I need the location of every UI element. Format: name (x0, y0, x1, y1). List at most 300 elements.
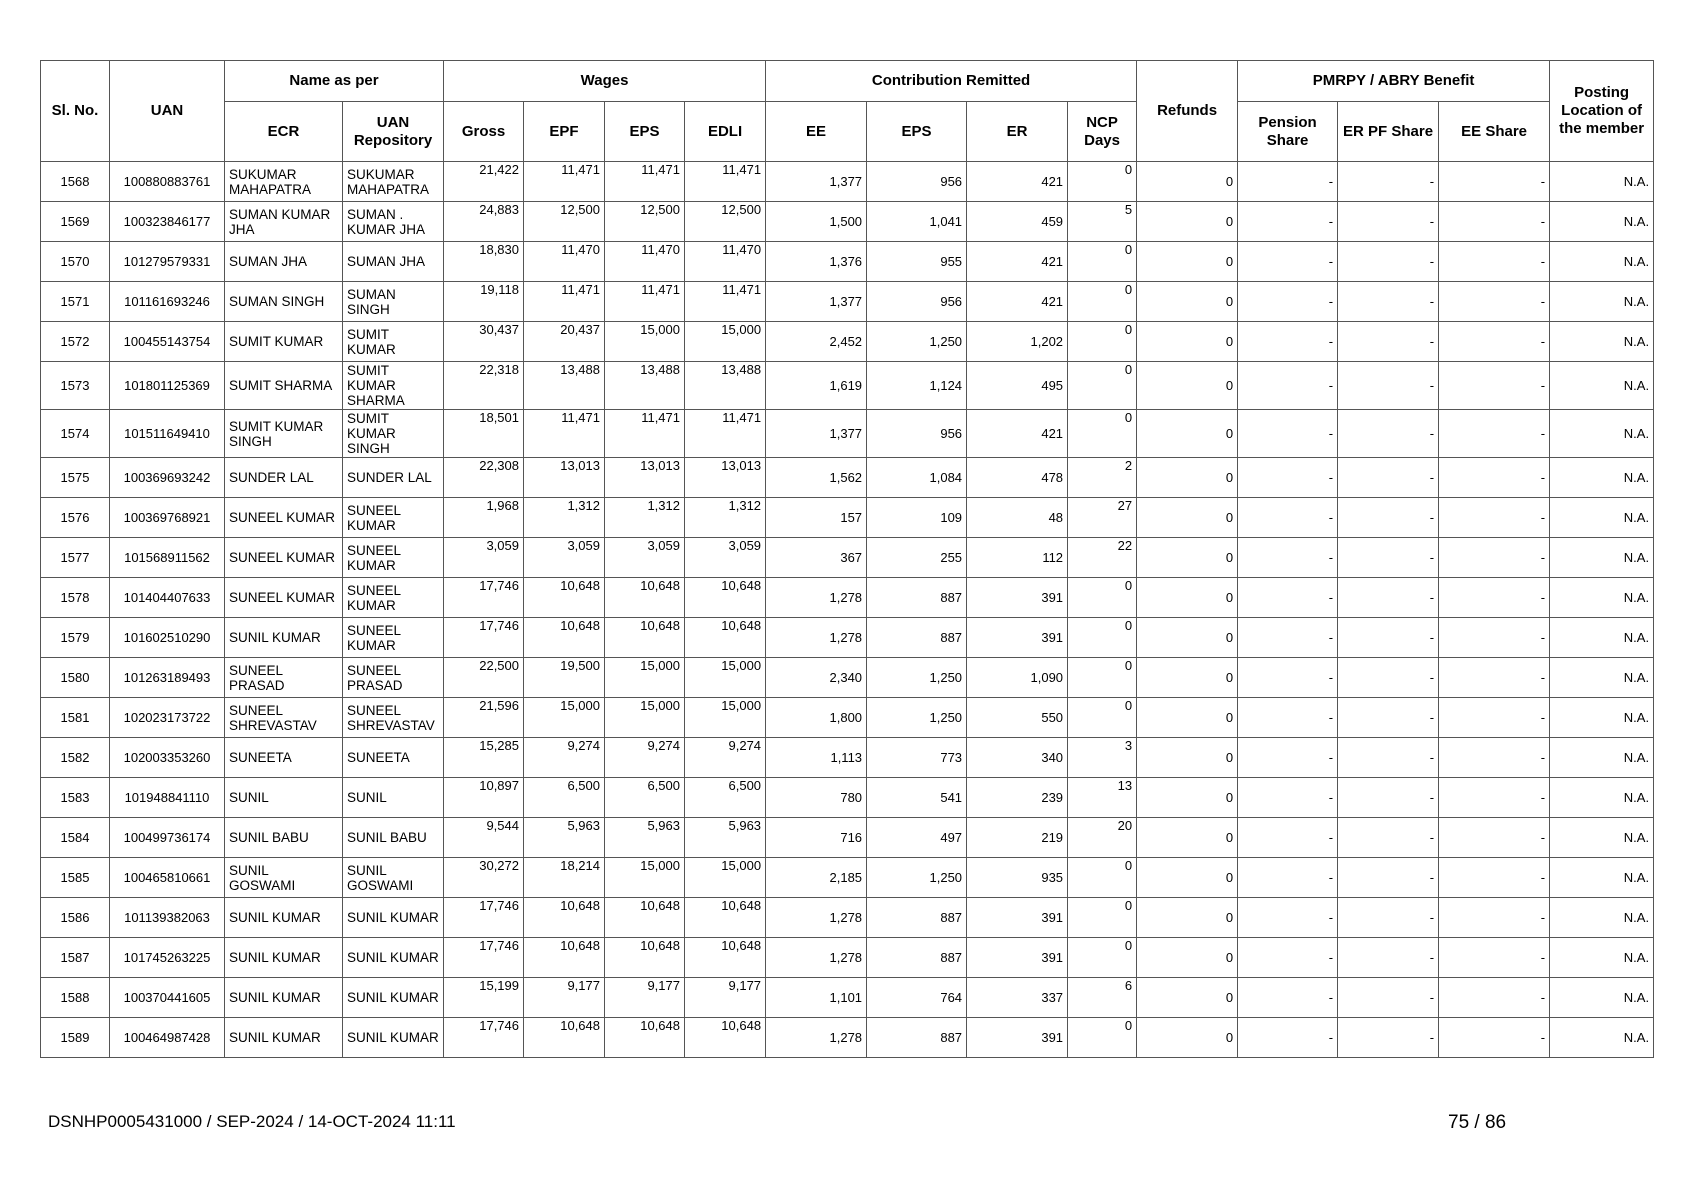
eps-cell: 10,648 (605, 1018, 685, 1058)
eps-cell: 12,500 (605, 202, 685, 242)
gross-cell: 17,746 (444, 618, 524, 658)
repository-name-cell: SUNIL KUMAR (343, 938, 444, 978)
repository-name-cell: SUNIL BABU (343, 818, 444, 858)
edli-cell: 15,000 (685, 698, 766, 738)
gross-cell: 1,968 (444, 498, 524, 538)
table-row (41, 658, 1654, 698)
gross-cell: 17,746 (444, 1018, 524, 1058)
table-row (41, 162, 1654, 202)
er-pf-share-cell: - (1338, 978, 1439, 1018)
uan-cell: 100880883761 (110, 162, 225, 202)
sl-no-cell: 1571 (41, 282, 110, 322)
table-row (41, 498, 1654, 538)
table-row (41, 698, 1654, 738)
uan-cell: 101279579331 (110, 242, 225, 282)
ncp-days-cell: 0 (1068, 858, 1137, 898)
ee-cell: 1,113 (766, 738, 867, 778)
group-pmrpy: PMRPY / ABRY Benefit (1238, 61, 1550, 102)
er-pf-share-cell: - (1338, 498, 1439, 538)
col-ee-share: EE Share (1439, 102, 1550, 162)
ee-share-cell: - (1439, 618, 1550, 658)
epf-cell: 13,488 (524, 362, 605, 410)
edli-cell: 10,648 (685, 938, 766, 978)
gross-cell: 30,272 (444, 858, 524, 898)
table-row (41, 818, 1654, 858)
ee-cell: 1,101 (766, 978, 867, 1018)
refunds-cell: 0 (1137, 242, 1238, 282)
ecr-name-cell: SUNEEL PRASAD (225, 658, 343, 698)
ee-cell: 1,278 (766, 938, 867, 978)
sl-no-cell: 1579 (41, 618, 110, 658)
pension-share-cell: - (1238, 322, 1338, 362)
pension-share-cell: - (1238, 362, 1338, 410)
table-row (41, 362, 1654, 410)
ecr-name-cell: SUMIT KUMAR SINGH (225, 410, 343, 458)
pension-share-cell: - (1238, 162, 1338, 202)
epf-cell: 20,437 (524, 322, 605, 362)
uan-cell: 100369768921 (110, 498, 225, 538)
er-pf-share-cell: - (1338, 538, 1439, 578)
table-row (41, 898, 1654, 938)
er-pf-share-cell: - (1338, 578, 1439, 618)
col-ecr: ECR (225, 102, 343, 162)
gross-cell: 15,199 (444, 978, 524, 1018)
sl-no-cell: 1588 (41, 978, 110, 1018)
contrib-eps-cell: 109 (867, 498, 967, 538)
eps-cell: 13,488 (605, 362, 685, 410)
pension-share-cell: - (1238, 410, 1338, 458)
ecr-name-cell: SUNEEL KUMAR (225, 498, 343, 538)
contrib-eps-cell: 1,250 (867, 658, 967, 698)
eps-cell: 10,648 (605, 938, 685, 978)
eps-cell: 9,274 (605, 738, 685, 778)
posting-location-cell: N.A. (1550, 578, 1654, 618)
pension-share-cell: - (1238, 858, 1338, 898)
ncp-days-cell: 0 (1068, 322, 1137, 362)
ee-share-cell: - (1439, 410, 1550, 458)
er-pf-share-cell: - (1338, 938, 1439, 978)
table-row (41, 778, 1654, 818)
eps-cell: 9,177 (605, 978, 685, 1018)
eps-cell: 15,000 (605, 322, 685, 362)
ee-share-cell: - (1439, 242, 1550, 282)
col-er: ER (967, 102, 1068, 162)
ee-cell: 1,377 (766, 410, 867, 458)
contrib-eps-cell: 255 (867, 538, 967, 578)
ncp-days-cell: 0 (1068, 242, 1137, 282)
edli-cell: 1,312 (685, 498, 766, 538)
table-row (41, 578, 1654, 618)
ncp-days-cell: 5 (1068, 202, 1137, 242)
er-pf-share-cell: - (1338, 738, 1439, 778)
sl-no-cell: 1575 (41, 458, 110, 498)
contrib-eps-cell: 956 (867, 162, 967, 202)
sl-no-cell: 1583 (41, 778, 110, 818)
posting-location-cell: N.A. (1550, 362, 1654, 410)
ee-share-cell: - (1439, 458, 1550, 498)
uan-cell: 100499736174 (110, 818, 225, 858)
ee-share-cell: - (1439, 282, 1550, 322)
edli-cell: 9,274 (685, 738, 766, 778)
er-cell: 478 (967, 458, 1068, 498)
er-cell: 935 (967, 858, 1068, 898)
ecr-name-cell: SUNIL GOSWAMI (225, 858, 343, 898)
eps-cell: 5,963 (605, 818, 685, 858)
sl-no-cell: 1582 (41, 738, 110, 778)
ncp-days-cell: 22 (1068, 538, 1137, 578)
pension-share-cell: - (1238, 818, 1338, 858)
ecr-name-cell: SUKUMAR MAHAPATRA (225, 162, 343, 202)
posting-location-cell: N.A. (1550, 978, 1654, 1018)
ee-cell: 157 (766, 498, 867, 538)
ee-cell: 1,376 (766, 242, 867, 282)
sl-no-cell: 1578 (41, 578, 110, 618)
posting-location-cell: N.A. (1550, 658, 1654, 698)
uan-cell: 100369693242 (110, 458, 225, 498)
epf-cell: 5,963 (524, 818, 605, 858)
posting-location-cell: N.A. (1550, 410, 1654, 458)
group-wages: Wages (444, 61, 766, 102)
gross-cell: 9,544 (444, 818, 524, 858)
pension-share-cell: - (1238, 202, 1338, 242)
ee-share-cell: - (1439, 362, 1550, 410)
ecr-name-cell: SUMIT KUMAR (225, 322, 343, 362)
group-name-as-per: Name as per (225, 61, 444, 102)
uan-cell: 100455143754 (110, 322, 225, 362)
er-pf-share-cell: - (1338, 162, 1439, 202)
contrib-eps-cell: 497 (867, 818, 967, 858)
repository-name-cell: SUNEEL KUMAR (343, 618, 444, 658)
ee-share-cell: - (1439, 538, 1550, 578)
edli-cell: 9,177 (685, 978, 766, 1018)
refunds-cell: 0 (1137, 778, 1238, 818)
col-sl-no: Sl. No. (41, 61, 110, 162)
sl-no-cell: 1586 (41, 898, 110, 938)
posting-location-cell: N.A. (1550, 322, 1654, 362)
ecr-name-cell: SUMAN JHA (225, 242, 343, 282)
refunds-cell: 0 (1137, 938, 1238, 978)
er-cell: 340 (967, 738, 1068, 778)
edli-cell: 13,488 (685, 362, 766, 410)
ee-share-cell: - (1439, 1018, 1550, 1058)
ncp-days-cell: 0 (1068, 578, 1137, 618)
epf-cell: 11,470 (524, 242, 605, 282)
table-row (41, 858, 1654, 898)
ee-share-cell: - (1439, 738, 1550, 778)
er-cell: 391 (967, 938, 1068, 978)
ncp-days-cell: 0 (1068, 938, 1137, 978)
posting-location-cell: N.A. (1550, 458, 1654, 498)
repository-name-cell: SUMAN . KUMAR JHA (343, 202, 444, 242)
gross-cell: 10,897 (444, 778, 524, 818)
ee-cell: 780 (766, 778, 867, 818)
er-pf-share-cell: - (1338, 362, 1439, 410)
pension-share-cell: - (1238, 698, 1338, 738)
er-cell: 1,202 (967, 322, 1068, 362)
eps-cell: 13,013 (605, 458, 685, 498)
ee-cell: 1,800 (766, 698, 867, 738)
ee-cell: 1,562 (766, 458, 867, 498)
ncp-days-cell: 0 (1068, 410, 1137, 458)
sl-no-cell: 1589 (41, 1018, 110, 1058)
table-row (41, 978, 1654, 1018)
gross-cell: 22,308 (444, 458, 524, 498)
col-eps: EPS (605, 102, 685, 162)
eps-cell: 15,000 (605, 698, 685, 738)
epf-cell: 9,177 (524, 978, 605, 1018)
er-pf-share-cell: - (1338, 618, 1439, 658)
contrib-eps-cell: 887 (867, 898, 967, 938)
ncp-days-cell: 0 (1068, 898, 1137, 938)
ecr-name-cell: SUNEEL KUMAR (225, 538, 343, 578)
pension-share-cell: - (1238, 578, 1338, 618)
edli-cell: 11,471 (685, 162, 766, 202)
ee-share-cell: - (1439, 322, 1550, 362)
repository-name-cell: SUNEEL PRASAD (343, 658, 444, 698)
epf-cell: 10,648 (524, 618, 605, 658)
table-row (41, 410, 1654, 458)
eps-cell: 1,312 (605, 498, 685, 538)
ecr-name-cell: SUNEEL SHREVASTAV (225, 698, 343, 738)
ee-cell: 2,185 (766, 858, 867, 898)
col-contrib-eps: EPS (867, 102, 967, 162)
table-row (41, 458, 1654, 498)
group-contribution-remitted: Contribution Remitted (766, 61, 1137, 102)
sl-no-cell: 1576 (41, 498, 110, 538)
er-cell: 337 (967, 978, 1068, 1018)
repository-name-cell: SUNEEL KUMAR (343, 498, 444, 538)
er-pf-share-cell: - (1338, 1018, 1439, 1058)
refunds-cell: 0 (1137, 458, 1238, 498)
epf-cell: 19,500 (524, 658, 605, 698)
er-pf-share-cell: - (1338, 698, 1439, 738)
epf-cell: 11,471 (524, 282, 605, 322)
contrib-eps-cell: 773 (867, 738, 967, 778)
ee-cell: 2,452 (766, 322, 867, 362)
pension-share-cell: - (1238, 538, 1338, 578)
refunds-cell: 0 (1137, 658, 1238, 698)
epf-cell: 3,059 (524, 538, 605, 578)
table-row (41, 538, 1654, 578)
contrib-eps-cell: 1,250 (867, 322, 967, 362)
uan-cell: 101263189493 (110, 658, 225, 698)
uan-cell: 101948841110 (110, 778, 225, 818)
posting-location-cell: N.A. (1550, 858, 1654, 898)
pension-share-cell: - (1238, 898, 1338, 938)
refunds-cell: 0 (1137, 618, 1238, 658)
refunds-cell: 0 (1137, 858, 1238, 898)
ncp-days-cell: 13 (1068, 778, 1137, 818)
sl-no-cell: 1573 (41, 362, 110, 410)
ncp-days-cell: 0 (1068, 618, 1137, 658)
ee-cell: 1,500 (766, 202, 867, 242)
er-cell: 459 (967, 202, 1068, 242)
ncp-days-cell: 0 (1068, 362, 1137, 410)
sl-no-cell: 1580 (41, 658, 110, 698)
ee-share-cell: - (1439, 202, 1550, 242)
pension-share-cell: - (1238, 458, 1338, 498)
edli-cell: 6,500 (685, 778, 766, 818)
ee-cell: 1,278 (766, 1018, 867, 1058)
repository-name-cell: SUMIT KUMAR SINGH (343, 410, 444, 458)
posting-location-cell: N.A. (1550, 698, 1654, 738)
posting-location-cell: N.A. (1550, 162, 1654, 202)
table-row (41, 322, 1654, 362)
ee-share-cell: - (1439, 938, 1550, 978)
posting-location-cell: N.A. (1550, 898, 1654, 938)
ee-share-cell: - (1439, 698, 1550, 738)
er-pf-share-cell: - (1338, 778, 1439, 818)
repository-name-cell: SUMAN JHA (343, 242, 444, 282)
er-pf-share-cell: - (1338, 242, 1439, 282)
pension-share-cell: - (1238, 978, 1338, 1018)
er-cell: 48 (967, 498, 1068, 538)
gross-cell: 19,118 (444, 282, 524, 322)
ncp-days-cell: 27 (1068, 498, 1137, 538)
ee-share-cell: - (1439, 578, 1550, 618)
repository-name-cell: SUNDER LAL (343, 458, 444, 498)
contrib-eps-cell: 541 (867, 778, 967, 818)
gross-cell: 17,746 (444, 938, 524, 978)
repository-name-cell: SUMAN SINGH (343, 282, 444, 322)
refunds-cell: 0 (1137, 898, 1238, 938)
ncp-days-cell: 0 (1068, 282, 1137, 322)
repository-name-cell: SUNIL GOSWAMI (343, 858, 444, 898)
ee-cell: 1,377 (766, 162, 867, 202)
ee-cell: 2,340 (766, 658, 867, 698)
posting-location-cell: N.A. (1550, 778, 1654, 818)
eps-cell: 10,648 (605, 898, 685, 938)
er-pf-share-cell: - (1338, 322, 1439, 362)
edli-cell: 15,000 (685, 858, 766, 898)
eps-cell: 11,471 (605, 410, 685, 458)
epf-cell: 10,648 (524, 578, 605, 618)
sl-no-cell: 1584 (41, 818, 110, 858)
ecr-name-cell: SUMIT SHARMA (225, 362, 343, 410)
contrib-eps-cell: 1,250 (867, 698, 967, 738)
ee-cell: 1,619 (766, 362, 867, 410)
uan-cell: 100323846177 (110, 202, 225, 242)
refunds-cell: 0 (1137, 698, 1238, 738)
posting-location-cell: N.A. (1550, 282, 1654, 322)
posting-location-cell: N.A. (1550, 738, 1654, 778)
epf-cell: 10,648 (524, 898, 605, 938)
pension-share-cell: - (1238, 618, 1338, 658)
ee-share-cell: - (1439, 658, 1550, 698)
table-row (41, 242, 1654, 282)
repository-name-cell: SUNEEL SHREVASTAV (343, 698, 444, 738)
uan-cell: 101511649410 (110, 410, 225, 458)
gross-cell: 18,830 (444, 242, 524, 282)
edli-cell: 10,648 (685, 1018, 766, 1058)
ncp-days-cell: 3 (1068, 738, 1137, 778)
uan-cell: 100464987428 (110, 1018, 225, 1058)
repository-name-cell: SUNIL (343, 778, 444, 818)
contribution-table (40, 60, 1654, 1058)
er-cell: 112 (967, 538, 1068, 578)
contrib-eps-cell: 887 (867, 618, 967, 658)
uan-cell: 101139382063 (110, 898, 225, 938)
epf-cell: 13,013 (524, 458, 605, 498)
repository-name-cell: SUKUMAR MAHAPATRA (343, 162, 444, 202)
epf-cell: 11,471 (524, 162, 605, 202)
repository-name-cell: SUNIL KUMAR (343, 1018, 444, 1058)
er-cell: 391 (967, 578, 1068, 618)
sl-no-cell: 1568 (41, 162, 110, 202)
gross-cell: 21,422 (444, 162, 524, 202)
eps-cell: 11,471 (605, 162, 685, 202)
ecr-name-cell: SUNDER LAL (225, 458, 343, 498)
contrib-eps-cell: 887 (867, 578, 967, 618)
ecr-name-cell: SUNIL (225, 778, 343, 818)
ee-share-cell: - (1439, 858, 1550, 898)
posting-location-cell: N.A. (1550, 202, 1654, 242)
edli-cell: 11,471 (685, 282, 766, 322)
refunds-cell: 0 (1137, 538, 1238, 578)
refunds-cell: 0 (1137, 1018, 1238, 1058)
ecr-name-cell: SUNIL KUMAR (225, 1018, 343, 1058)
pension-share-cell: - (1238, 1018, 1338, 1058)
refunds-cell: 0 (1137, 498, 1238, 538)
gross-cell: 22,500 (444, 658, 524, 698)
eps-cell: 3,059 (605, 538, 685, 578)
er-pf-share-cell: - (1338, 898, 1439, 938)
contrib-eps-cell: 956 (867, 410, 967, 458)
epf-cell: 10,648 (524, 938, 605, 978)
er-cell: 421 (967, 162, 1068, 202)
col-pension-share: Pension Share (1238, 102, 1338, 162)
er-cell: 391 (967, 1018, 1068, 1058)
ee-share-cell: - (1439, 898, 1550, 938)
table-header (41, 61, 1654, 162)
sl-no-cell: 1587 (41, 938, 110, 978)
col-refunds: Refunds (1137, 61, 1238, 162)
contrib-eps-cell: 887 (867, 1018, 967, 1058)
repository-name-cell: SUNEEL KUMAR (343, 538, 444, 578)
ecr-name-cell: SUNEEL KUMAR (225, 578, 343, 618)
posting-location-cell: N.A. (1550, 242, 1654, 282)
ncp-days-cell: 6 (1068, 978, 1137, 1018)
sl-no-cell: 1581 (41, 698, 110, 738)
er-cell: 421 (967, 410, 1068, 458)
ee-cell: 1,278 (766, 898, 867, 938)
repository-name-cell: SUNIL KUMAR (343, 978, 444, 1018)
edli-cell: 15,000 (685, 658, 766, 698)
ee-share-cell: - (1439, 818, 1550, 858)
col-uan-repository: UAN Repository (343, 102, 444, 162)
posting-location-cell: N.A. (1550, 498, 1654, 538)
ee-share-cell: - (1439, 778, 1550, 818)
er-pf-share-cell: - (1338, 658, 1439, 698)
gross-cell: 17,746 (444, 898, 524, 938)
uan-cell: 101404407633 (110, 578, 225, 618)
col-ee: EE (766, 102, 867, 162)
ecr-name-cell: SUNEETA (225, 738, 343, 778)
gross-cell: 22,318 (444, 362, 524, 410)
repository-name-cell: SUMIT KUMAR SHARMA (343, 362, 444, 410)
refunds-cell: 0 (1137, 410, 1238, 458)
epf-cell: 10,648 (524, 1018, 605, 1058)
col-uan: UAN (110, 61, 225, 162)
edli-cell: 10,648 (685, 898, 766, 938)
repository-name-cell: SUNEETA (343, 738, 444, 778)
uan-cell: 100465810661 (110, 858, 225, 898)
posting-location-cell: N.A. (1550, 818, 1654, 858)
edli-cell: 10,648 (685, 618, 766, 658)
ee-share-cell: - (1439, 978, 1550, 1018)
er-cell: 391 (967, 898, 1068, 938)
col-epf: EPF (524, 102, 605, 162)
